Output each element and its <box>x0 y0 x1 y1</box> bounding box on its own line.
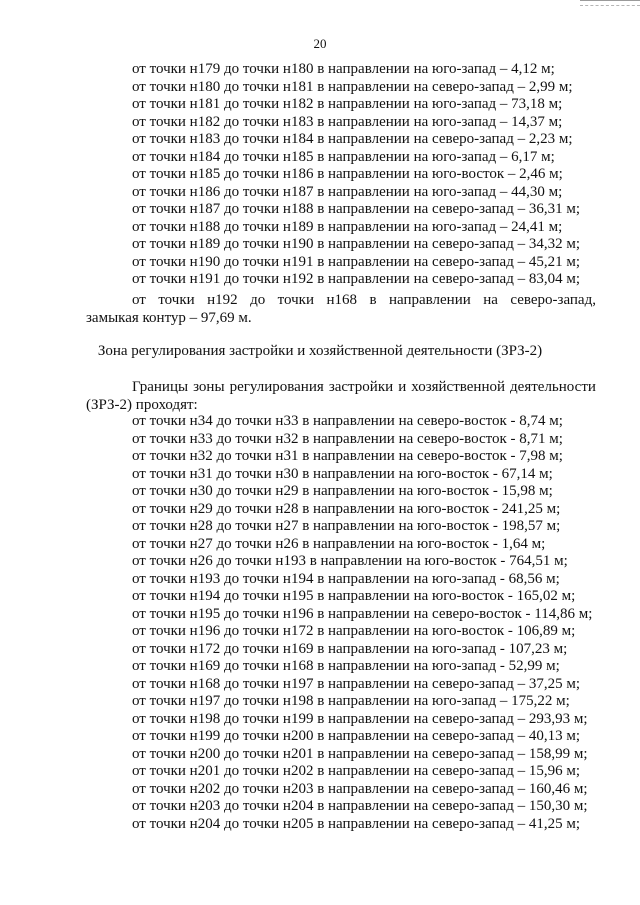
page-number: 20 <box>313 36 327 51</box>
closing-line-1 <box>86 292 596 310</box>
boundary-segment-line: от точки н189 до точки н190 в направлении на северо-запад – 34,32 м; <box>132 236 581 252</box>
word: застройки <box>328 379 394 395</box>
boundary-segment-line: от точки н179 до точки н180 в направлении на юго-запад – 4,12 м; <box>132 61 555 77</box>
boundary-segment-line: от точки н188 до точки н189 в направлении на юго-запад – 24,41 м; <box>132 218 563 235</box>
word: н168 <box>326 292 357 308</box>
word: хозяйственной <box>411 379 505 395</box>
boundary-segment-line: от точки н204 до точки н205 в направлении на северо-запад – 41,25 м; <box>132 815 581 832</box>
boundary-segment-line: от точки н34 до точки н33 в направлении на северо-восток - 8,74 м; <box>132 413 563 429</box>
boundary-segment-line: от точки н27 до точки н26 в направлении на юго-восток - 1,64 м; <box>132 535 546 552</box>
word: точки <box>158 292 195 308</box>
boundary-segment-line: от точки н197 до точки н198 в направлении на юго-запад – 175,22 м; <box>132 693 570 709</box>
boundary-segment-line: от точки н201 до точки н202 в направлении на северо-запад – 15,96 м; <box>132 763 581 779</box>
word: н192 <box>207 292 238 308</box>
boundary-segment-line: от точки н30 до точки н29 в направлении на юго-восток - 15,98 м; <box>132 483 553 499</box>
word: на <box>483 292 498 308</box>
word: направлении <box>388 292 471 308</box>
boundary-segment-line: от точки н200 до точки н201 в направлении на северо-запад – 158,99 м; <box>132 745 588 762</box>
word: зоны <box>193 379 225 395</box>
boundary-segment-line: от точки н180 до точки н181 в направлении на северо-запад – 2,99 м; <box>132 78 573 95</box>
boundary-segment-line: от точки н184 до точки н185 в направлении на юго-запад – 6,17 м; <box>132 148 555 165</box>
word: Границы <box>132 379 189 395</box>
boundary-segment-line: от точки н29 до точки н28 в направлении на юго-восток - 241,25 м; <box>132 500 561 517</box>
boundary-segment-line: от точки н169 до точки н168 в направлении на юго-запад - 52,99 м; <box>132 658 560 674</box>
boundary-segment-line: от точки н202 до точки н203 в направлении на северо-запад – 160,46 м; <box>132 780 588 797</box>
scan-corner-mark <box>580 0 640 6</box>
boundary-segment-line: от точки н32 до точки н31 в направлении на северо-восток - 7,98 м; <box>132 448 563 464</box>
section-heading: Зона регулирования застройки и хозяйственной деятельности (ЗРЗ-2) <box>97 343 543 359</box>
boundary-segment-line: от точки н33 до точки н32 в направлении на северо-восток - 8,71 м; <box>132 430 563 447</box>
intro-line-1 <box>86 379 596 397</box>
boundary-segment-line: от точки н168 до точки н197 в направлении на северо-запад – 37,25 м; <box>132 675 581 692</box>
word: северо-запад, <box>510 292 596 308</box>
word: до <box>250 292 266 308</box>
boundary-segment-line: от точки н195 до точки н196 в направлении на северо-восток - 114,86 м; <box>132 605 593 622</box>
word: регулирования <box>229 379 324 395</box>
boundary-segment-line: от точки н190 до точки н191 в направлении на северо-запад – 45,21 м; <box>132 253 581 270</box>
boundary-segment-line: от точки н28 до точки н27 в направлении на юго-восток - 198,57 м; <box>132 518 561 534</box>
boundary-segment-line: от точки н183 до точки н184 в направлении на северо-запад – 2,23 м; <box>132 131 573 147</box>
boundary-segment-line: от точки н185 до точки н186 в направлении на юго-восток – 2,46 м; <box>132 166 563 182</box>
word: точки <box>277 292 314 308</box>
boundary-segment-line: от точки н191 до точки н192 в направлении на северо-запад – 83,04 м; <box>132 271 581 287</box>
word: и <box>398 379 407 395</box>
boundary-segment-line: от точки н194 до точки н195 в направлении на юго-восток - 165,02 м; <box>132 588 576 604</box>
boundary-segment-line: от точки н186 до точки н187 в направлении на юго-запад – 44,30 м; <box>132 183 563 200</box>
word: от <box>132 292 146 308</box>
boundary-list-1 <box>86 61 596 289</box>
boundary-segment-line: от точки н198 до точки н199 в направлении на северо-запад – 293,93 м; <box>132 710 588 727</box>
closing-line-2: замыкая контур – 97,69 м. <box>86 309 252 326</box>
boundary-segment-line: от точки н196 до точки н172 в направлении на юго-восток - 106,89 м; <box>132 623 576 639</box>
boundary-segment-line: от точки н203 до точки н204 в направлении на северо-запад – 150,30 м; <box>132 798 588 814</box>
boundary-segment-line: от точки н172 до точки н169 в направлении на юго-запад - 107,23 м; <box>132 640 568 657</box>
word: деятельности <box>510 379 596 395</box>
word: в <box>369 292 377 308</box>
boundary-segment-line: от точки н187 до точки н188 в направлении на северо-запад – 36,31 м; <box>132 201 581 217</box>
intro-paragraph <box>86 379 596 414</box>
closing-paragraph <box>86 292 596 327</box>
boundary-segment-line: от точки н26 до точки н193 в направлении на юго-восток - 764,51 м; <box>132 553 568 569</box>
boundary-list-2 <box>86 413 596 833</box>
boundary-segment-line: от точки н181 до точки н182 в направлении на юго-запад – 73,18 м; <box>132 96 563 112</box>
boundary-segment-line: от точки н193 до точки н194 в направлении на юго-запад - 68,56 м; <box>132 570 560 587</box>
boundary-segment-line: от точки н199 до точки н200 в направлении на северо-запад – 40,13 м; <box>132 728 581 744</box>
intro-line-2: (ЗРЗ-2) проходят: <box>86 396 198 413</box>
boundary-segment-line: от точки н31 до точки н30 в направлении на юго-восток - 67,14 м; <box>132 465 553 482</box>
boundary-segment-line: от точки н182 до точки н183 в направлении на юго-запад – 14,37 м; <box>132 113 563 130</box>
